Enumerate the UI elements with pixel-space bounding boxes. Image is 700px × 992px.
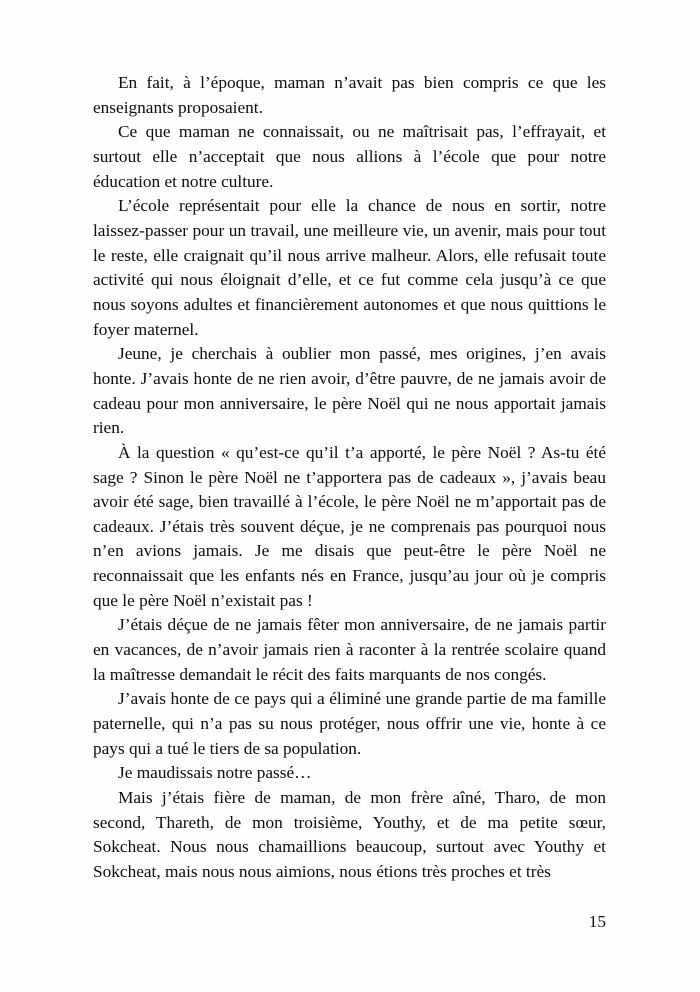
page-number: 15 [588, 912, 606, 931]
body-paragraph: J’avais honte de ce pays qui a éliminé une grande partie de ma famille paternelle, qui n’a pas su nous protéger, nous offrir une vie, honte à ce pays qui a tué le tiers de sa population. [93, 689, 606, 758]
body-paragraph: Jeune, je cherchais à oublier mon passé, mes origines, j’en avais honte. J’avais honte de ne rien avoir, d’être pauvre, de ne jamais avoir de cadeau pour mon anniversaire, le père Noël qui ne nous apportait jamais rien. [93, 344, 606, 438]
body-paragraph: J’étais déçue de ne jamais fêter mon anniversaire, de ne jamais partir en vacances, de n’avoir jamais rien à raconter à la rentrée scolaire quand la maîtresse demandait le récit des faits marquants de nos congés. [93, 615, 606, 684]
body-paragraph: Je maudissais notre passé… [118, 763, 312, 783]
body-paragraph: À la question « qu’est-ce qu’il t’a apporté, le père Noël ? As-tu été sage ? Sinon le père Noël ne t’apportera pas de cadeaux », j’avais beau avoir été sage, bien travaillé à l’école, le père Noël ne m’apportait pas de cadeaux. J’étais très souvent déçue, je ne comprenais pas pourquoi nous n’en avions jamais. Je me disais que peut-être le père Noël ne reconnaissait que les enfants nés en France, jusqu’au jour où je compris que le père Noël n’existait pas ! [93, 442, 606, 610]
body-paragraph: Mais j’étais fière de maman, de mon frère aîné, Tharo, de mon second, Thareth, de mon troisième, Youthy, et de ma petite sœur, Sokcheat. Nous nous chamaillions beaucoup, surtout avec Youthy et Sokcheat, mais nous nous aimions, nous étions très proches et très [93, 788, 606, 881]
text-block [93, 71, 606, 885]
body-paragraph: Ce que maman ne connaissait, ou ne maîtrisait pas, l’effrayait, et surtout elle n’acceptait que nous allions à l’école que pour notre éducation et notre culture. [93, 122, 606, 191]
body-paragraph: En fait, à l’époque, maman n’avait pas bien compris ce que les enseignants proposaient. [93, 73, 606, 117]
body-paragraph: L’école représentait pour elle la chance de nous en sortir, notre laissez-passer pour un travail, une meilleure vie, un avenir, mais pour tout le reste, elle craignait qu’il nous arrive malheur. Alors, elle refusait toute activité qui nous éloignait d’elle, et ce fut comme cela jusqu’à ce que nous soyons adultes et financièrement autonomes et que nous quittions le foyer maternel. [93, 196, 606, 339]
